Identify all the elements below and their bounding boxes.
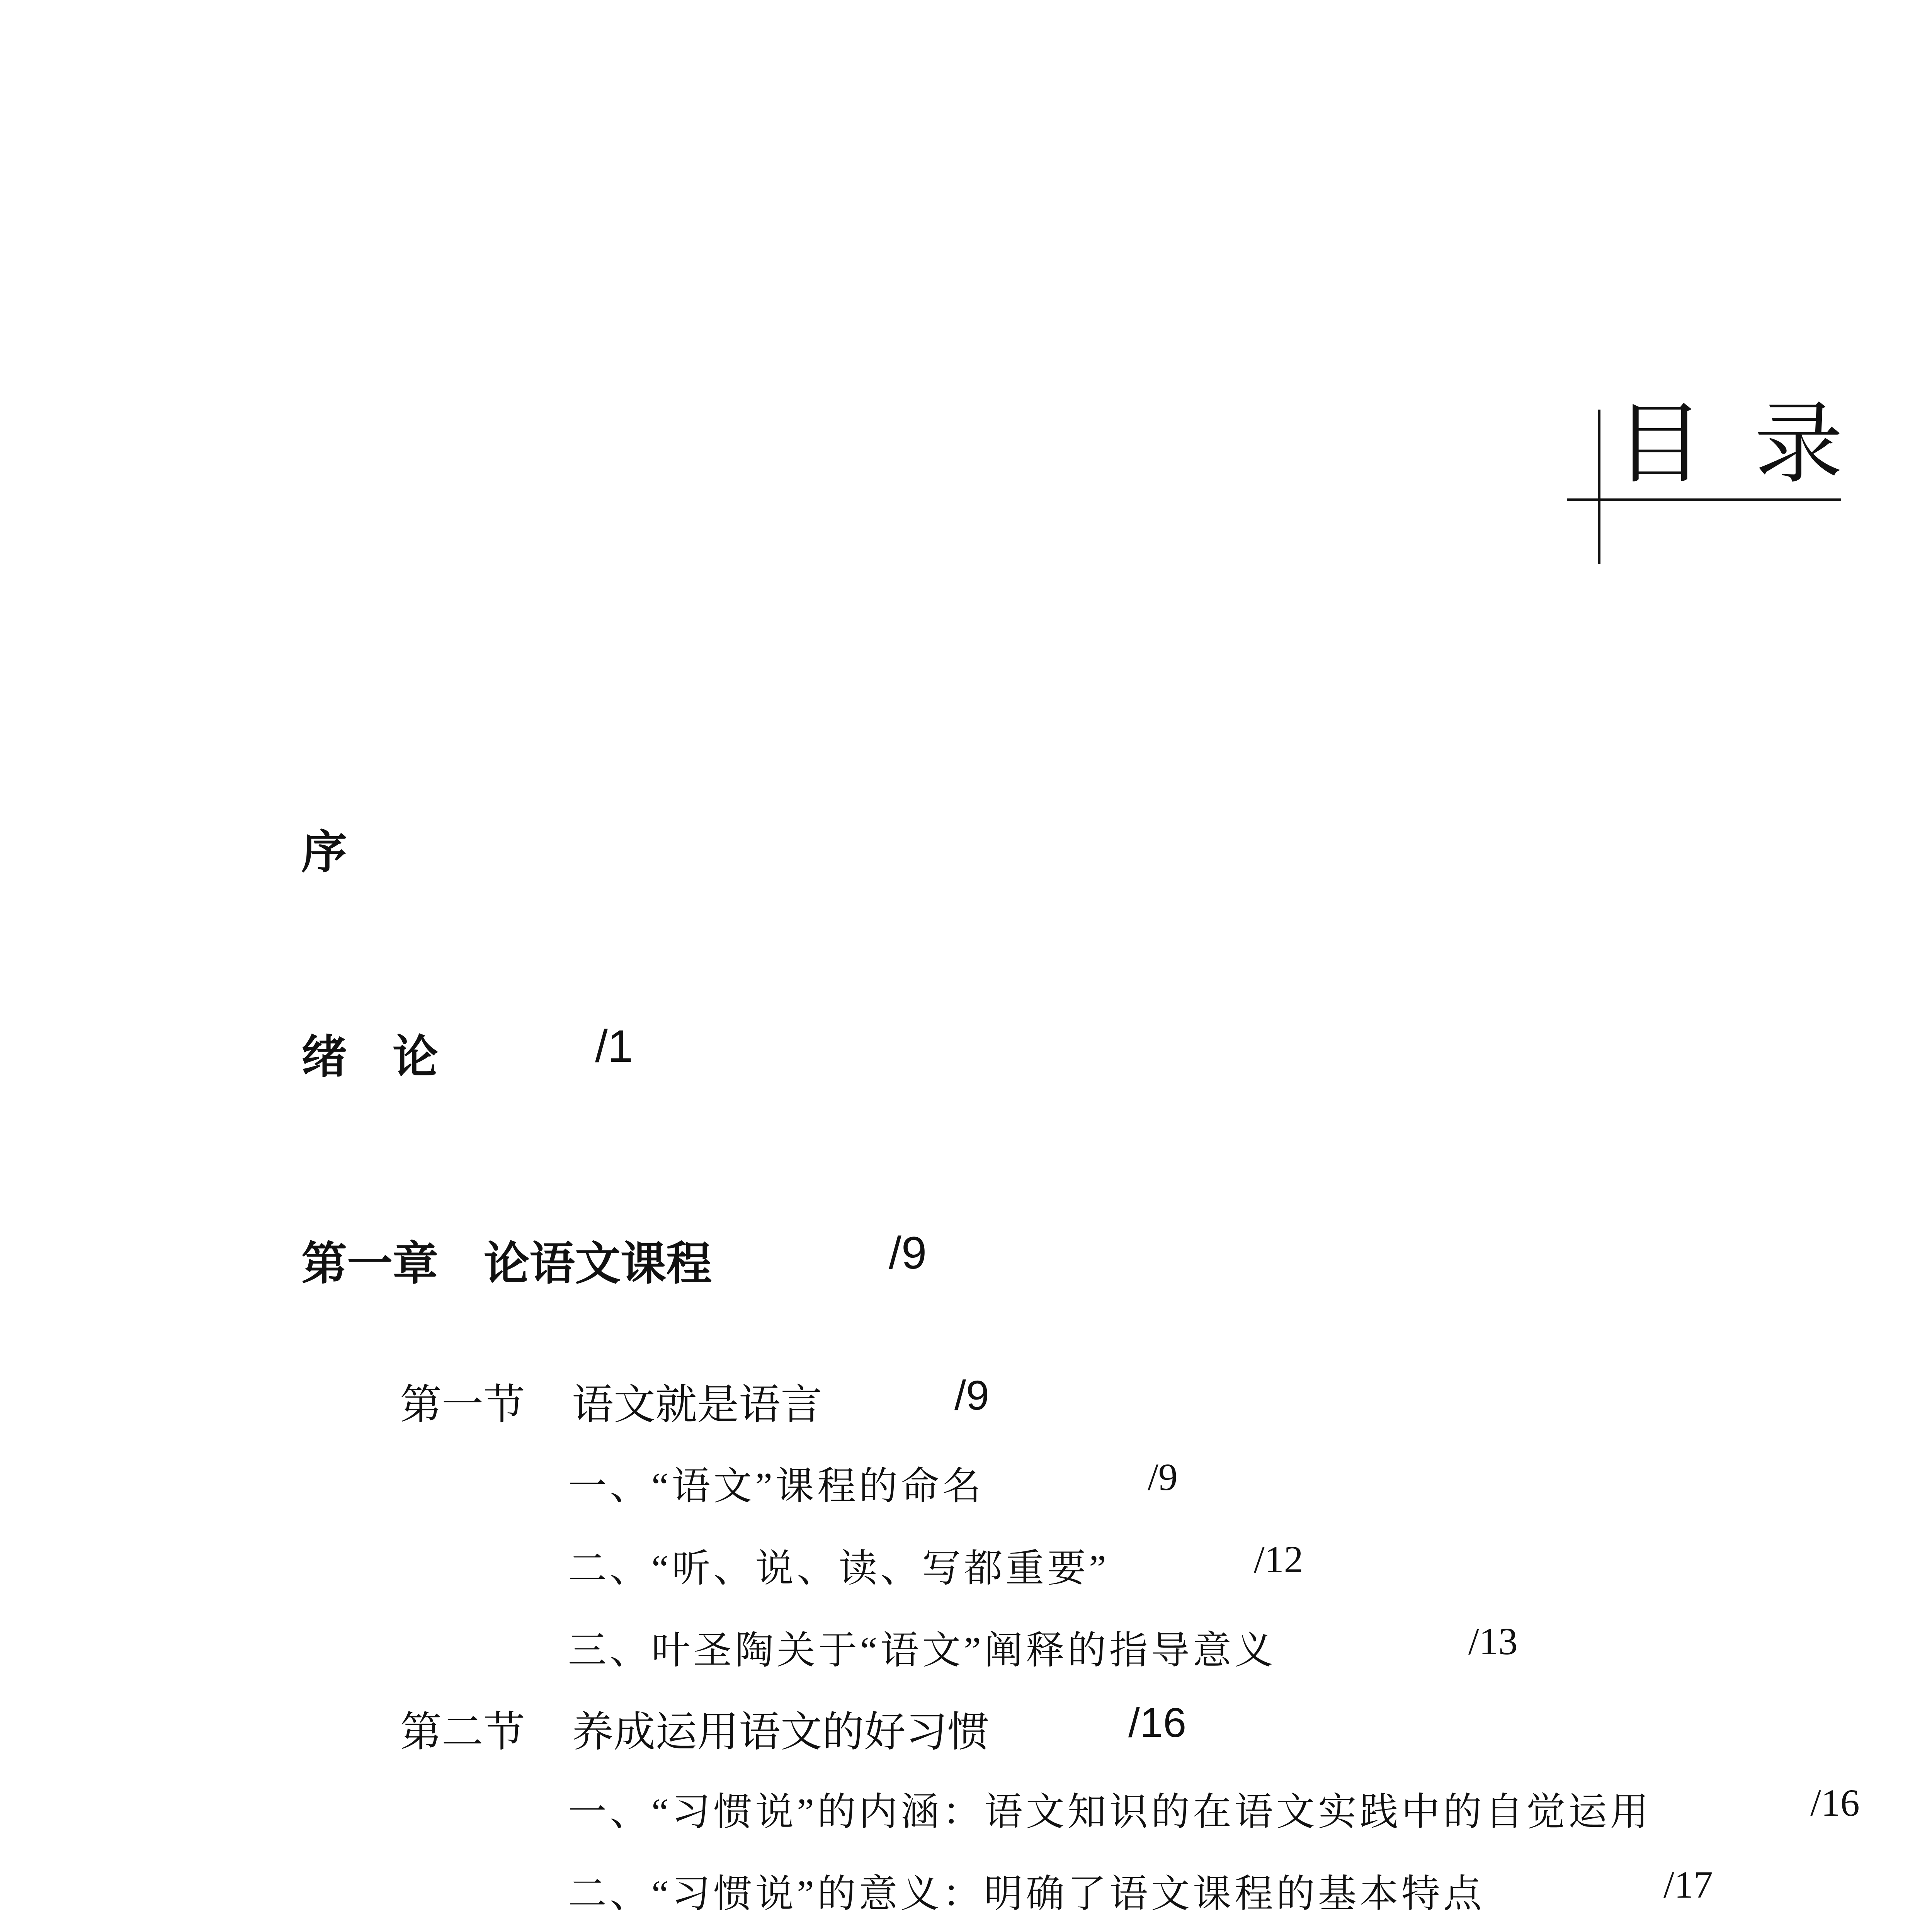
item-1-1-2-page: /12 xyxy=(1254,1538,1303,1581)
item-1-1-2: 二、“听、说、读、写都重要” xyxy=(568,1547,1109,1590)
chapter-1-page: /9 xyxy=(889,1228,927,1279)
toc-preface: 序 xyxy=(301,827,347,878)
item-1-1-3: 三、叶圣陶关于“语文”阐释的指导意义 xyxy=(568,1629,1276,1672)
item-1-1-3-page: /13 xyxy=(1468,1620,1518,1663)
toc-introduction-page: /1 xyxy=(595,1021,633,1072)
item-1-2-2-page: /17 xyxy=(1663,1863,1713,1906)
section-1-2-page: /16 xyxy=(1128,1699,1187,1746)
section-1-1-title: 语文就是语言 xyxy=(572,1381,823,1428)
section-1-2-title: 养成运用语文的好习惯 xyxy=(572,1708,990,1755)
title-horizontal-rule xyxy=(1567,498,1841,501)
title-char-2: 录 xyxy=(1754,393,1844,496)
chapter-1-title: 第一章 论语文课程 xyxy=(301,1238,712,1289)
section-1-2-number: 第二节 xyxy=(400,1708,526,1755)
item-1-2-1-page: /16 xyxy=(1810,1781,1860,1824)
title-char-1: 目 xyxy=(1615,393,1704,496)
item-1-1-1: 一、“语文”课程的命名 xyxy=(568,1465,984,1508)
section-1-1-number: 第一节 xyxy=(400,1381,526,1428)
section-1-1-page: /9 xyxy=(954,1372,990,1418)
title-vertical-rule xyxy=(1598,410,1600,564)
toc-introduction: 绪 论 xyxy=(301,1032,439,1083)
item-1-1-1-page: /9 xyxy=(1148,1456,1178,1498)
item-1-2-2: 二、“习惯说”的意义：明确了语文课程的基本特点 xyxy=(568,1872,1485,1915)
item-1-2-1: 一、“习惯说”的内涵：语文知识的在语文实践中的自觉运用 xyxy=(568,1791,1652,1833)
